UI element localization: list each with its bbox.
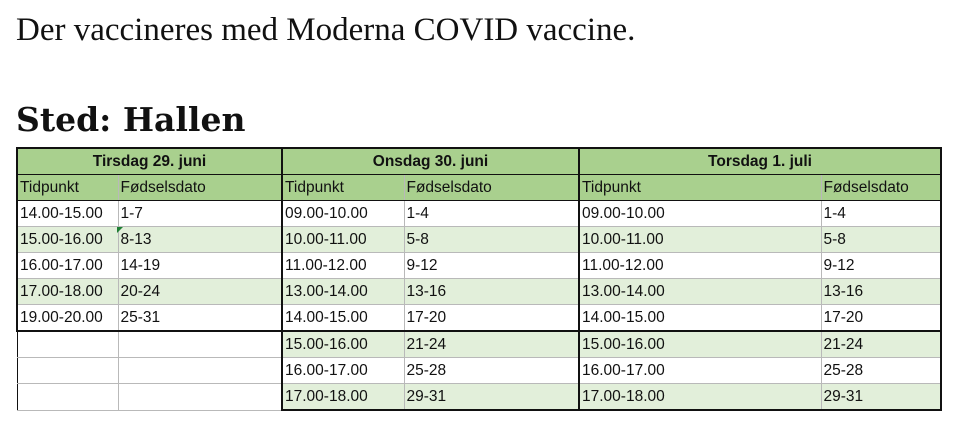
- day-header-row: [17, 148, 941, 175]
- birthdate-range-cell: 1-4: [821, 201, 941, 227]
- time-slot-cell: 14.00-15.00: [282, 305, 404, 332]
- time-slot-cell: 16.00-17.00: [17, 253, 118, 279]
- cell-comment-marker: [117, 227, 123, 233]
- birthdate-range-cell: 21-24: [821, 331, 941, 358]
- birthdate-range-cell: 13-16: [404, 279, 579, 305]
- empty-cell: [17, 331, 118, 358]
- birthdate-range-cell: 9-12: [404, 253, 579, 279]
- intro-text: Der vaccineres med Moderna COVID vaccine.: [16, 12, 636, 48]
- time-slot-cell: 17.00-18.00: [17, 279, 118, 305]
- empty-cell: [118, 358, 282, 384]
- time-slot-cell: 11.00-12.00: [579, 253, 821, 279]
- time-slot-cell: 17.00-18.00: [282, 384, 404, 411]
- time-slot-cell: 13.00-14.00: [282, 279, 404, 305]
- column-header-time: Tidpunkt: [17, 175, 118, 201]
- time-slot-cell: 15.00-16.00: [579, 331, 821, 358]
- time-slot-cell: 10.00-11.00: [579, 227, 821, 253]
- time-slot-cell: 14.00-15.00: [579, 305, 821, 332]
- time-slot-cell: 19.00-20.00: [17, 305, 118, 332]
- birthdate-range-cell: 21-24: [404, 331, 579, 358]
- birthdate-range-cell: 25-28: [404, 358, 579, 384]
- table-row: [17, 331, 941, 358]
- time-slot-cell: 17.00-18.00: [579, 384, 821, 411]
- birthdate-range-cell: 14-19: [118, 253, 282, 279]
- column-header-birthdate: Fødselsdato: [821, 175, 941, 201]
- day-header: Onsdag 30. juni: [282, 148, 579, 175]
- time-slot-cell: 14.00-15.00: [17, 201, 118, 227]
- empty-cell: [17, 384, 118, 411]
- column-header-time: Tidpunkt: [282, 175, 404, 201]
- birthdate-range-cell: 25-31: [118, 305, 282, 332]
- birthdate-range-cell: 1-7: [118, 201, 282, 227]
- table-row: [17, 253, 941, 279]
- time-slot-cell: 11.00-12.00: [282, 253, 404, 279]
- birthdate-range-cell: 8-13: [118, 227, 282, 253]
- birthdate-range-cell: 13-16: [821, 279, 941, 305]
- birthdate-range-cell: 29-31: [404, 384, 579, 411]
- location-heading: Sted: Hallen: [16, 100, 246, 139]
- column-header-time: Tidpunkt: [579, 175, 821, 201]
- table-row: [17, 279, 941, 305]
- time-slot-cell: 16.00-17.00: [579, 358, 821, 384]
- column-header-birthdate: Fødselsdato: [404, 175, 579, 201]
- table-row: [17, 305, 941, 332]
- birthdate-range-cell: 17-20: [404, 305, 579, 332]
- time-slot-cell: 09.00-10.00: [282, 201, 404, 227]
- time-slot-cell: 13.00-14.00: [579, 279, 821, 305]
- empty-cell: [17, 358, 118, 384]
- time-slot-cell: 10.00-11.00: [282, 227, 404, 253]
- vaccination-schedule-table: [16, 147, 942, 411]
- column-header-birthdate: Fødselsdato: [118, 175, 282, 201]
- table-row: [17, 384, 941, 411]
- time-slot-cell: 16.00-17.00: [282, 358, 404, 384]
- birthdate-range-cell: 17-20: [821, 305, 941, 332]
- birthdate-range-cell: 5-8: [821, 227, 941, 253]
- birthdate-range-cell: 20-24: [118, 279, 282, 305]
- table-row: [17, 227, 941, 253]
- day-header: Tirsdag 29. juni: [17, 148, 282, 175]
- table-row: [17, 201, 941, 227]
- birthdate-range-cell: 5-8: [404, 227, 579, 253]
- column-header-row: [17, 175, 941, 201]
- birthdate-range-cell: 1-4: [404, 201, 579, 227]
- time-slot-cell: 09.00-10.00: [579, 201, 821, 227]
- day-header: Torsdag 1. juli: [579, 148, 941, 175]
- time-slot-cell: 15.00-16.00: [282, 331, 404, 358]
- empty-cell: [118, 331, 282, 358]
- birthdate-range-cell: 25-28: [821, 358, 941, 384]
- time-slot-cell: 15.00-16.00: [17, 227, 118, 253]
- birthdate-range-cell: 29-31: [821, 384, 941, 411]
- table-row: [17, 358, 941, 384]
- birthdate-range-cell: 9-12: [821, 253, 941, 279]
- empty-cell: [118, 384, 282, 411]
